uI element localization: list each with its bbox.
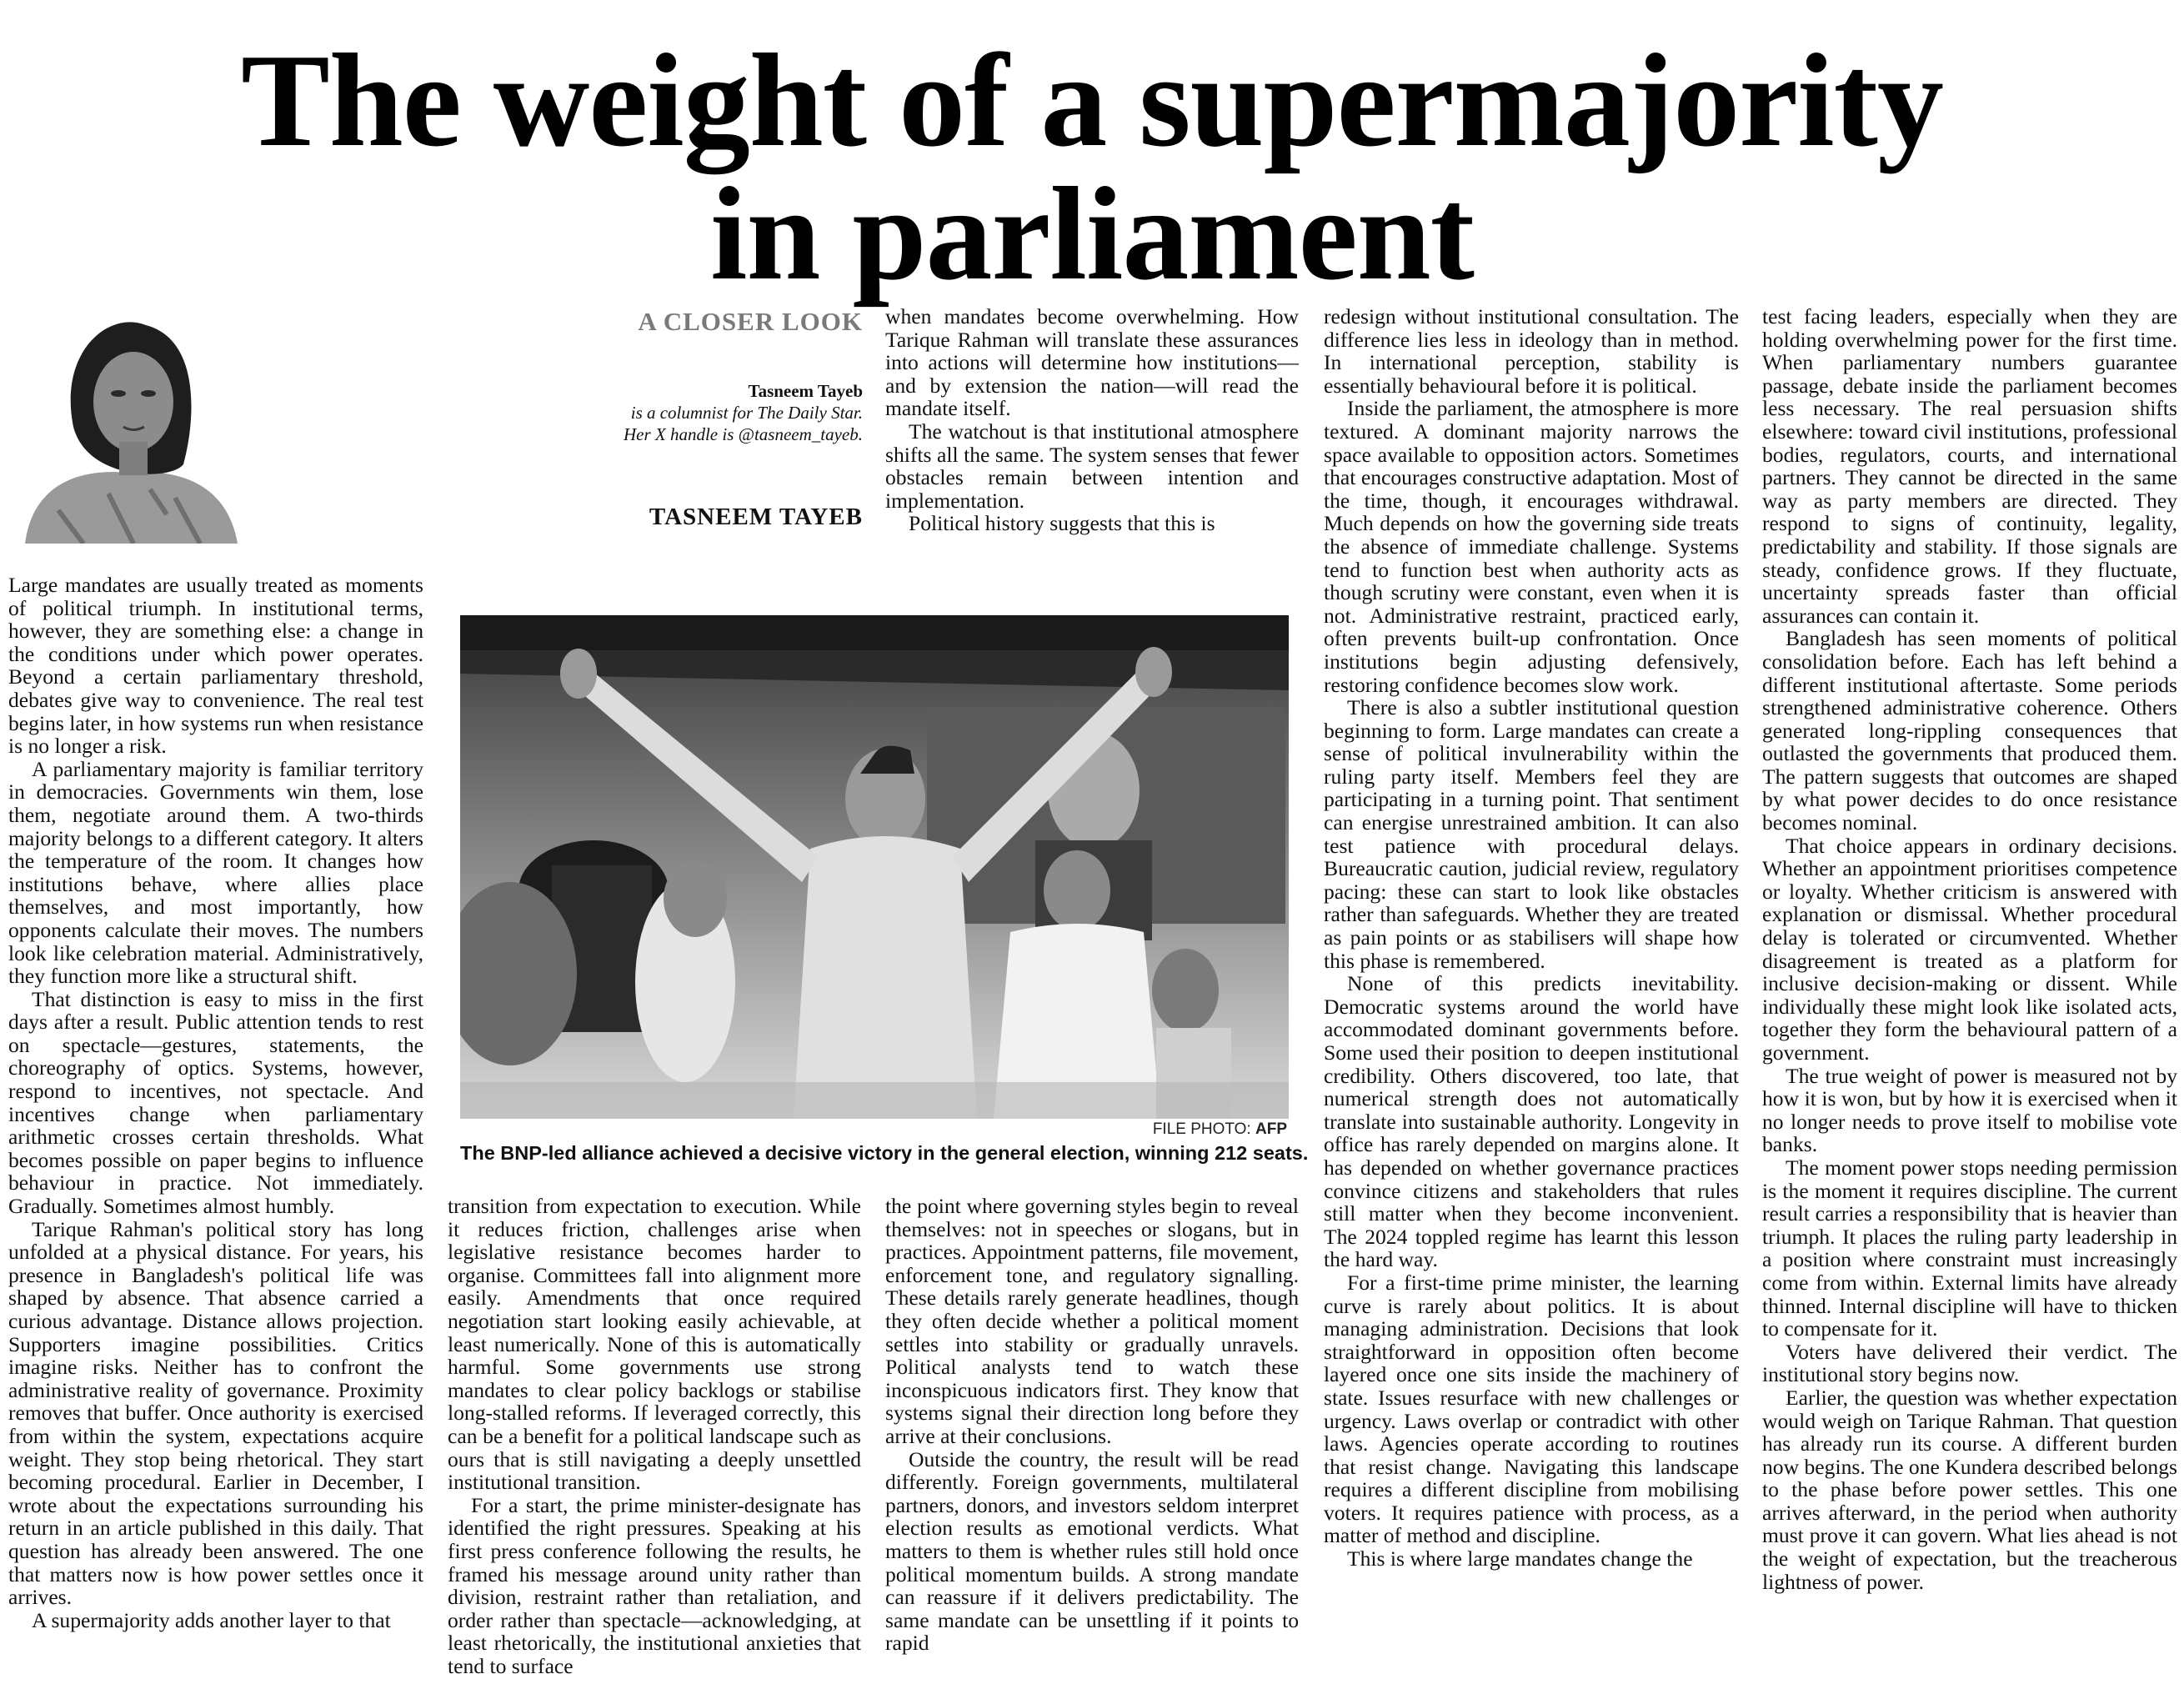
- photo-caption: The BNP-led alliance achieved a decisive victory in the general election, winning 212 seats.: [460, 1142, 1309, 1164]
- paragraph: There is also a subtler institutional question beginning to form. Large mandates can create a sense of political invulnerability within the ruling party itself. Members feel they are participating in a turning point. That sentiment can energise unrestrained ambition. It can also test patience with procedural delays. Bureaucratic caution, judicial review, regulatory pacing: these can start to look like obstacles rather than safeguards. Whether they are treated as pain points or as stabilisers will shape how this phase is remembered.: [1324, 695, 1739, 973]
- paragraph: None of this predicts inevitability. Democratic systems around the world have accommodated dominant governments before. Some used their position to deepen institutional credibility. Others discovered, too late, that numerical strength does not automatically translate into sustainable authority. Longevity in office has rarely depended on margins alone. It has depended on whether governance practices convince citizens and stakeholders that rules still matter when they become inconvenient. The 2024 toppled regime has learnt this lesson the hard way.: [1324, 971, 1739, 1272]
- paragraph: The watchout is that institutional atmosphere shifts all the same. The system senses that fewer obstacles remain between intention and implementation.: [885, 418, 1299, 513]
- news-photo: [460, 615, 1289, 1119]
- author-bio-name: Tasneem Tayeb: [748, 381, 863, 401]
- author-bio: [584, 380, 863, 445]
- article-column-3-bottom: [885, 1195, 1299, 1695]
- article-column-3-top: [885, 305, 1299, 547]
- paragraph: test facing leaders, especially when they are holding overwhelming power for the first time. When parliamentary numbers guarantee passage, debate inside the parliament becomes less necessary. The real persuasion shifts elsewhere: toward civil institutions, professional bodies, regulators, courts, and international partners. They cannot be directed in the same way as party members are directed. They respond to signs of continuity, legality, predictability and stability. If those signals are steady, confidence grows. If they fluctuate, uncertainty spreads faster than official assurances can contain it.: [1762, 305, 2177, 628]
- paragraph: A supermajority adds another layer to that: [32, 1607, 391, 1632]
- paragraph: The moment power stops needing permission is the moment it requires discipline. The current result carries a responsibility that is heavier than triumph. It places the ruling party leadership in a position where constraint must increasingly come from within. External limits have already thinned. Internal discipline will have to thicken to compensate for it.: [1762, 1155, 2177, 1341]
- author-portrait-image: [8, 302, 247, 544]
- paragraph: For a first-time prime minister, the learning curve is rarely about politics. It is about managing administration. Decisions that look straightforward in opposition often become layered once one sits inside the machinery of state. Issues resurface with new challenges or urgency. Laws overlap or contradict with other laws. Agencies operate according to routines that resist change. Navigating this landscape requires a different discipline from mobilising voters. It requires patience with process, as a matter of method and discipline.: [1324, 1270, 1739, 1548]
- paragraph: Inside the parliament, the atmosphere is more textured. A dominant majority narrows the space available to opposition actors. Sometimes that encourages constructive adaptation. Most of the time, though, it encourages withdrawal. Much depends on how the governing side treats the absence of immediate challenge. Systems tend to function best when authority acts as though scrutiny were constant, even when it is not. Administrative restraint, practiced early, often prevents built-up confrontation. Once institutions begin adjusting defensively, restoring confidence becomes slow work.: [1324, 396, 1739, 697]
- author-portrait: [8, 302, 247, 544]
- paragraph: Tarique Rahman's political story has long unfolded at a physical distance. For years, his presence in Bangladesh's political life was shaped by absence. That absence carried a curious advantage. Distance allows projection. Supporters imagine possibilities. Critics imagine risks. Neither has to confront the administrative reality of governance. Proximity removes that buffer. Once authority is exercised from within the system, expectations acquire weight. They stop being rhetorical. They start becoming procedural. Earlier in December, I wrote about the expectations surrounding his return in an article published in this daily. That question has already been answered. The one that matters now is how power settles once it arrives.: [8, 1216, 423, 1610]
- paragraph: That distinction is easy to miss in the first days after a result. Public attention tends to rest on spectacle—gestures, statements, the choreography of optics. Systems, however, respond to incentives, not spectacle. And incentives change when parliamentary arithmetic crosses certain thresholds. What becomes possible on paper begins to influence behaviour in practice. Not immediately. Gradually. Sometimes almost humbly.: [8, 986, 423, 1219]
- photo-credit-prefix: FILE PHOTO:: [1152, 1120, 1251, 1138]
- paragraph: For a start, the prime minister-designate has identified the right pressures. Speaking at his first press conference following the results, he framed his message around unity rather than division, restraint rather than retaliation, and order rather than spectacle—acknowledging, at least rhetorically, the institutional anxieties that tend to surface: [448, 1492, 861, 1678]
- paragraph: the point where governing styles begin to reveal themselves: not in speeches or slogans, but in practices. Appointment patterns, file movement, enforcement tone, and regulatory signalling. These details rarely generate headlines, though they often decide whether a political moment settles into stability or gradually unravels. Political analysts tend to watch these inconspicuous indicators first. They know that systems signal their direction long before they arrive at their conclusions.: [885, 1195, 1299, 1448]
- headline-line-1: The weight of a supermajority: [241, 26, 1943, 174]
- article-column-4: [1324, 305, 1739, 1695]
- paragraph: Voters have delivered their verdict. The institutional story begins now.: [1762, 1339, 2177, 1387]
- article-column-5: [1762, 305, 2177, 1695]
- paragraph: Earlier, the question was whether expectation would weigh on Tarique Rahman. That question has already run its course. A different burden now begins. The one Kundera described belongs to the phase before power settles. This one arrives afterward, in the period when authority must prove it can govern. What lies ahead is not the weight of expectation, but the treacherous lightness of power.: [1762, 1385, 2177, 1594]
- article-column-2: [448, 1195, 861, 1695]
- byline: TASNEEM TAYEB: [649, 504, 863, 530]
- paragraph: transition from expectation to execution. While it reduces friction, challenges arise when legislative resistance becomes harder to organise. Committees fall into alignment more easily. Amendments that once required negotiation start looking easily achievable, at least numerically. None of this is automatically harmful. Some governments use strong mandates to clear policy backlogs or stabilise long-stalled reforms. If leveraged correctly, this can be a benefit for a political landscape such as ours that is still navigating a deeply unsettled institutional transition.: [448, 1195, 861, 1495]
- author-bio-line-1: is a columnist for The Daily Star.: [630, 403, 863, 423]
- paragraph: A parliamentary majority is familiar territory in democracies. Governments win them, lose them, negotiate around them. A two-thirds majority belongs to a different category. It alters the temperature of the room. It changes how institutions behave, where allies place themselves, and most importantly, how opponents calculate their moves. The numbers look like celebration material. Administratively, they function more like a structural shift.: [8, 756, 423, 989]
- paragraph: The true weight of power is measured not by how it is won, but by how it is exercised when it no longer needs to prove itself to mobilise vote banks.: [1762, 1063, 2177, 1157]
- paragraph: Large mandates are usually treated as moments of political triumph. In institutional terms, however, they are something else: a change in the conditions under which power operates. Beyond a certain parliamentary threshold, debates give way to convenience. The real test begins later, in how systems run when resistance is no longer a risk.: [8, 574, 423, 759]
- photo-credit: [1025, 1120, 1287, 1139]
- section-kicker: A CLOSER LOOK: [638, 307, 863, 336]
- news-photo-image: [460, 615, 1289, 1119]
- paragraph: Bangladesh has seen moments of political consolidation before. Each has left behind a different institutional aftertaste. Some periods strengthened administrative coherence. Others generated long-rippling consequences that outlasted the governments that produced them. The pattern suggests that outcomes are shaped by what power decides to do once resistance becomes nominal.: [1762, 626, 2177, 835]
- paragraph: when mandates become overwhelming. How Tarique Rahman will translate these assurances into actions will determine how institutions—and by extension the nation—will read the mandate itself.: [885, 305, 1299, 421]
- headline-line-2: in parliament: [710, 159, 1474, 308]
- paragraph: redesign without institutional consultation. The difference lies less in ideology than in method. In international perception, stability is essentially behavioural before it is political.: [1324, 305, 1739, 398]
- article-column-1: [8, 574, 423, 1695]
- photo-credit-source: AFP: [1255, 1120, 1287, 1138]
- paragraph: This is where large mandates change the: [1347, 1546, 1693, 1571]
- author-bio-line-2: Her X handle is @tasneem_tayeb.: [623, 424, 863, 444]
- headline: [0, 26, 2184, 308]
- paragraph: That choice appears in ordinary decisions. Whether an appointment prioritises competence or loyalty. Whether criticism is answered with explanation or dismissal. Whether procedural delay is tolerated or circumvented. Whether disagreement is treated as a platform for inclusive decision-making or dissent. While individually these might look like isolated acts, together they form the behavioural pattern of a government.: [1762, 833, 2177, 1065]
- paragraph: Political history suggests that this is: [909, 511, 1215, 536]
- paragraph: Outside the country, the result will be read differently. Foreign governments, multilateral partners, donors, and investors seldom interpret election results as emotional verdicts. What matters to them is whether rules still hold once political momentum builds. A strong mandate can reassure if it delivers predictability. The same mandate can be unsettling if it points to rapid: [885, 1446, 1299, 1656]
